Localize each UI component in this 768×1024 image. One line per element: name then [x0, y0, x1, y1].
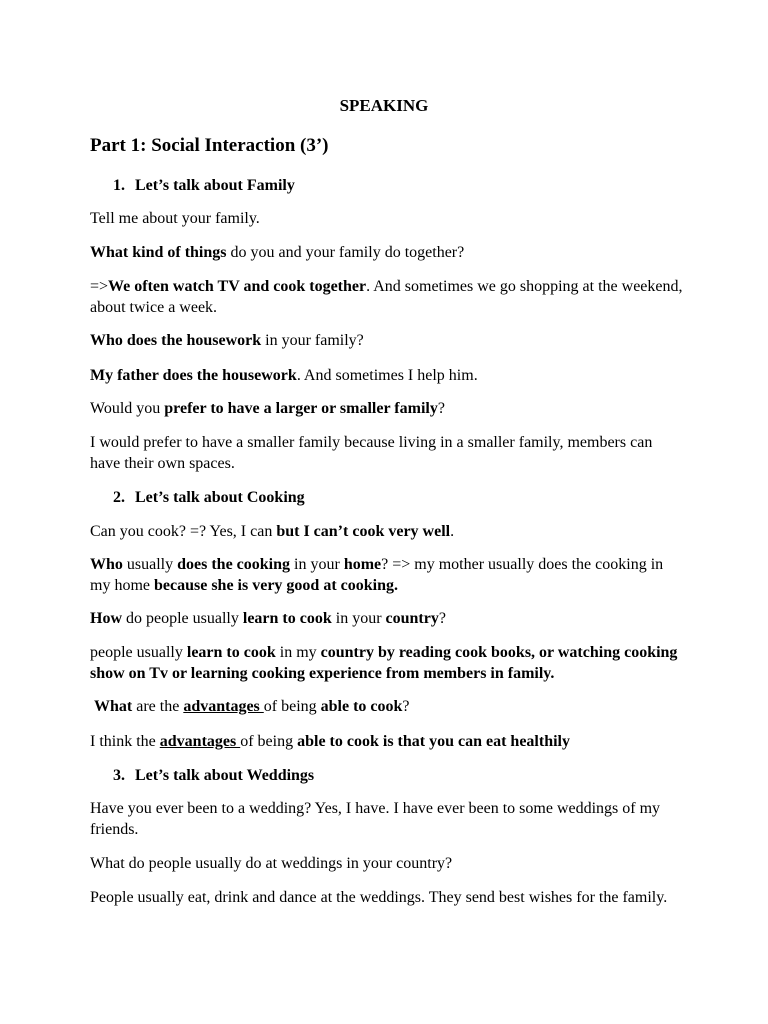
question-who-cooks: Who usually does the cooking in your home? => my mother usually does the cooking in my home because she is very good at cooking.: [90, 556, 664, 594]
page-title: SPEAKING: [339, 96, 429, 115]
section-title: Let’s talk about Cooking: [135, 489, 305, 506]
part-heading: Part 1: Social Interaction (3’): [90, 135, 329, 156]
question-been-wedding: Have you ever been to a wedding? Yes, I have. I have ever been to some weddings of my friends.: [90, 800, 661, 838]
answer-advantages: I think the advantages of being able to cook is that you can eat healthily: [90, 733, 570, 750]
question-things-together: What kind of things do you and your family do together?: [90, 244, 465, 261]
section-number: 2.: [113, 489, 125, 506]
section-number: 3.: [113, 767, 125, 784]
section-title: Let’s talk about Weddings: [135, 767, 315, 784]
section-heading-cooking: [113, 487, 305, 508]
section-heading-weddings: [113, 765, 314, 786]
question-can-cook: Can you cook? =? Yes, I can but I can’t cook very well.: [90, 523, 455, 540]
question-advantages: What are the advantages of being able to cook?: [94, 698, 410, 715]
question-housework: Who does the housework in your family?: [90, 332, 364, 349]
answer-things-together: =>We often watch TV and cook together. And sometimes we go shopping at the weekend, about twice a week.: [90, 278, 683, 316]
question-family-size: Would you prefer to have a larger or smaller family?: [90, 400, 445, 417]
question-tell-family: Tell me about your family.: [90, 210, 260, 227]
question-learn-cook: How do people usually learn to cook in your country?: [90, 610, 446, 627]
answer-family-size: I would prefer to have a smaller family because living in a smaller family, members can have their own spaces.: [90, 434, 653, 472]
question-wedding-customs: What do people usually do at weddings in your country?: [90, 855, 453, 872]
answer-learn-cook: people usually learn to cook in my country by reading cook books, or watching cooking show on Tv or learning cooking experience from members in family.: [90, 644, 678, 682]
answer-housework: My father does the housework. And sometimes I help him.: [90, 367, 478, 384]
section-title: Let’s talk about Family: [135, 177, 295, 194]
section-heading-family: [113, 175, 295, 196]
answer-wedding-customs: People usually eat, drink and dance at the weddings. They send best wishes for the family.: [90, 889, 668, 906]
section-number: 1.: [113, 177, 125, 194]
